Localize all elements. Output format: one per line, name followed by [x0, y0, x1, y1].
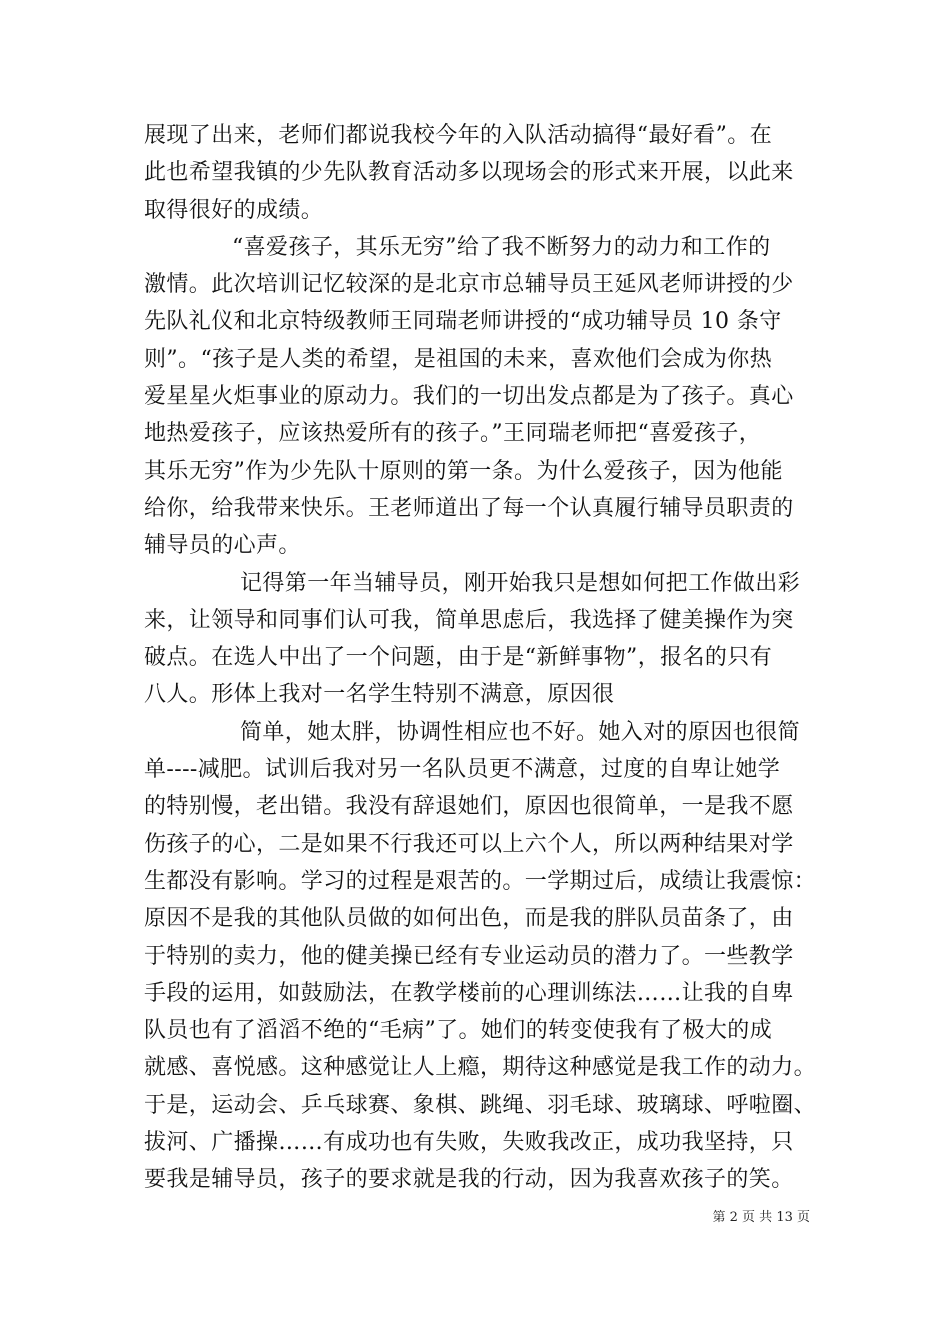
text-line: 先队礼仪和北京特级教师王同瑞老师讲授的“成功辅导员 10 条守	[144, 309, 782, 335]
text-line: 此也希望我镇的少先队教育活动多以现场会的形式来开展，以此来	[144, 160, 794, 186]
text-line: 就感、喜悦感。这种感觉让人上瘾，期待这种感觉是我工作的动力。	[144, 1055, 817, 1081]
text-line: 伤孩子的心，二是如果不行我还可以上六个人，所以两种结果对学	[144, 831, 794, 857]
text-line: 八人。形体上我对一名学生特别不满意，原因很	[144, 682, 615, 708]
text-line: 生都没有影响。学习的过程是艰苦的。一学期过后，成绩让我震惊：	[144, 868, 817, 894]
text-line: 展现了出来，老师们都说我校今年的入队活动搞得“最好看”。在	[144, 123, 773, 148]
text-line: 简单，她太胖，协调性相应也不好。她入对的原因也很简	[240, 719, 801, 745]
text-line: 取得很好的成绩。	[144, 197, 324, 223]
text-line: 于特别的卖力，他的健美操已经有专业运动员的潜力了。一些教学	[144, 943, 794, 969]
text-line: 记得第一年当辅导员，刚开始我只是想如何把工作做出彩	[240, 570, 801, 596]
text-line: 单----减肥。试训后我对另一名队员更不满意，过度的自卑让她学	[144, 757, 781, 783]
text-line: 于是，运动会、乒乓球赛、象棋、跳绳、羽毛球、玻璃球、呼啦圈、	[144, 1092, 817, 1118]
text-line: 激情。此次培训记忆较深的是北京市总辅导员王延风老师讲授的少	[144, 272, 794, 298]
text-line: 则”。“孩子是人类的希望，是祖国的未来，喜欢他们会成为你热	[144, 346, 773, 372]
text-line: 爱星星火炬事业的原动力。我们的一切出发点都是为了孩子。真心	[144, 384, 794, 410]
text-line: 拔河、广播操……有成功也有失败，失败我改正，成功我坚持，只	[144, 1130, 794, 1156]
text-line: 要我是辅导员，孩子的要求就是我的行动，因为我喜欢孩子的笑。	[144, 1167, 794, 1193]
text-line: 原因不是我的其他队员做的如何出色，而是我的胖队员苗条了，由	[144, 906, 794, 932]
page-number: 第 2 页 共 13 页	[712, 1210, 810, 1225]
document-body	[144, 117, 824, 1199]
text-line: 队员也有了滔滔不绝的“毛病”了。她们的转变使我有了极大的成	[144, 1018, 773, 1044]
text-line: 手段的运用，如鼓励法，在教学楼前的心理训练法……让我的自卑	[144, 980, 794, 1006]
text-line: “喜爱孩子，其乐无穷”给了我不断努力的动力和工作的	[232, 234, 771, 260]
text-line: 地热爱孩子，应该热爱所有的孩子。”王同瑞老师把“喜爱孩子，	[144, 421, 762, 447]
text-line: 其乐无穷”作为少先队十原则的第一条。为什么爱孩子，因为他能	[144, 458, 783, 484]
text-line: 来，让领导和同事们认可我，简单思虑后，我选择了健美操作为突	[144, 607, 794, 633]
text-line: 辅导员的心声。	[144, 533, 301, 559]
text-line: 给你，给我带来快乐。王老师道出了每一个认真履行辅导员职责的	[144, 495, 794, 521]
text-line: 的特别慢，老出错。我没有辞退她们，原因也很简单，一是我不愿	[144, 794, 794, 820]
text-line: 破点。在选人中出了一个问题，由于是“新鲜事物”，报名的只有	[144, 645, 773, 671]
